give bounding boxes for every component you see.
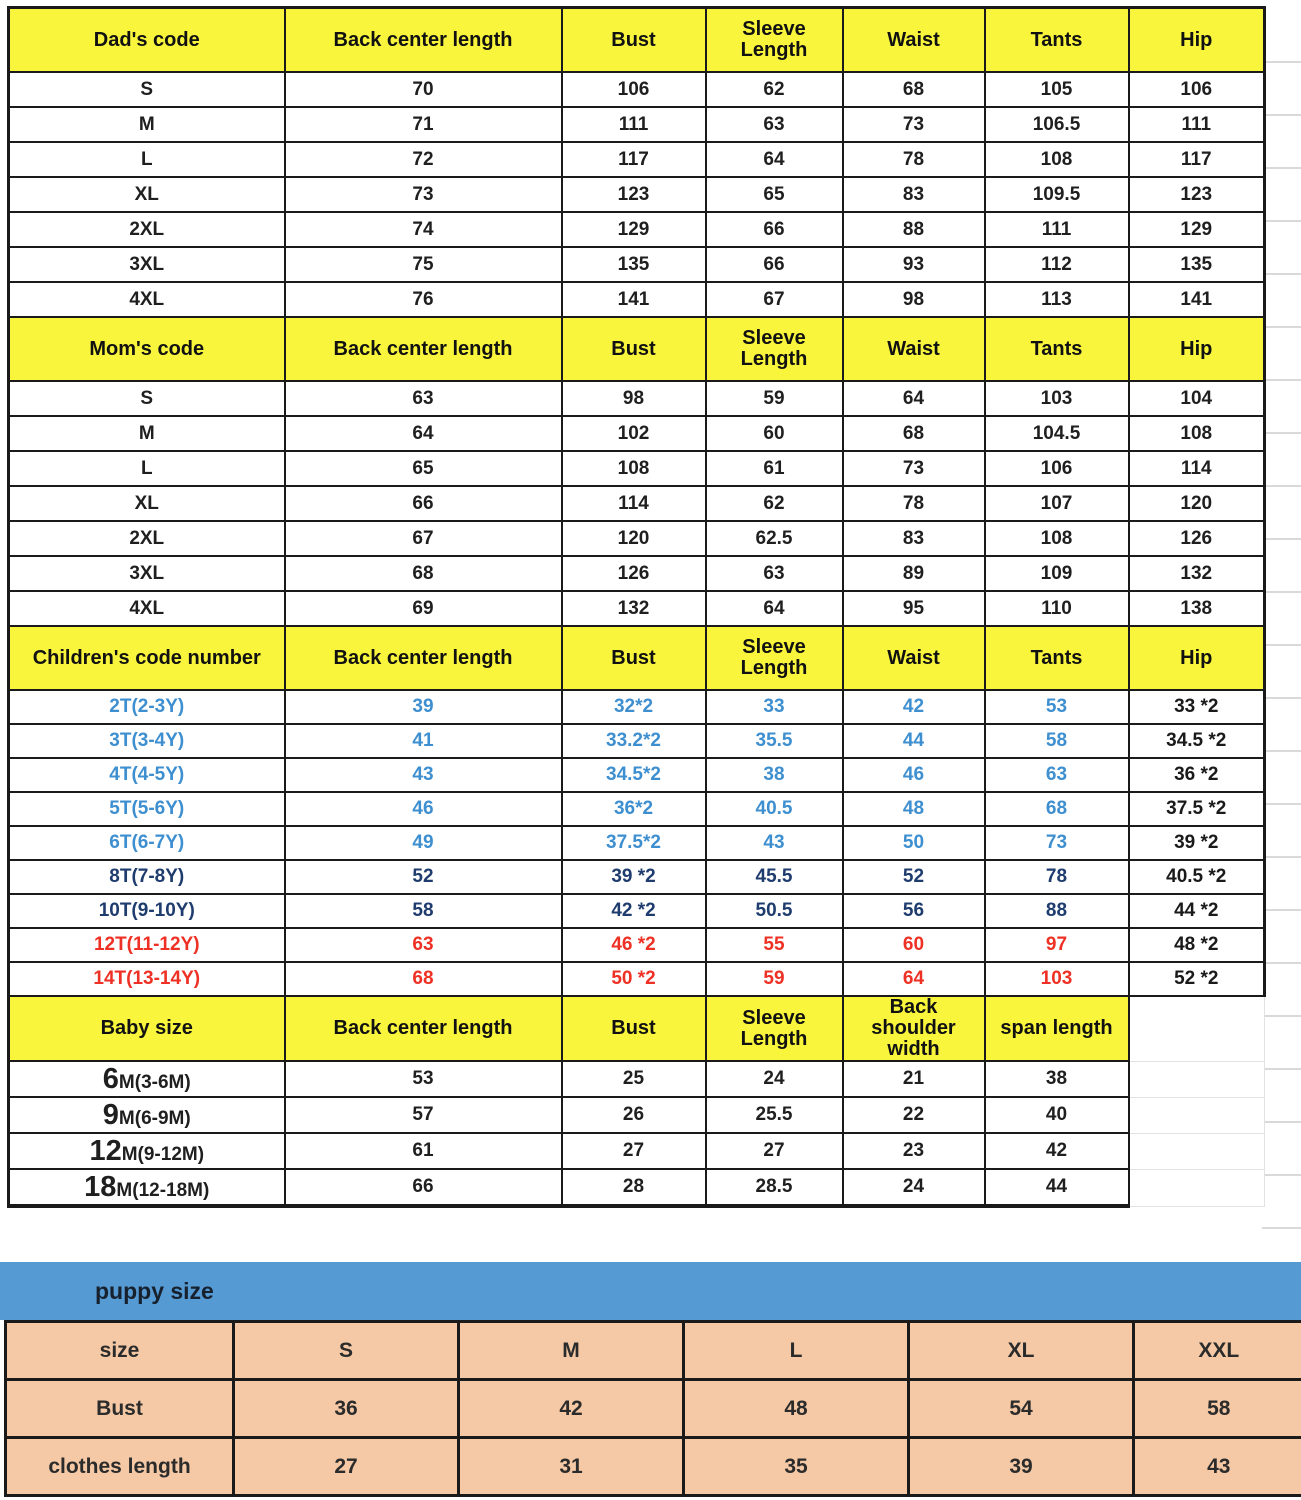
value-cell: 64 (706, 591, 843, 626)
value-cell: 110 (985, 591, 1129, 626)
value-cell: 103 (985, 381, 1129, 416)
value-cell: 39 (285, 690, 562, 724)
table-row (9, 928, 1265, 962)
column-header: Sleeve Length (706, 317, 843, 381)
value-cell: 27 (706, 1133, 843, 1169)
value-cell: 35.5 (706, 724, 843, 758)
value-cell: 106.5 (985, 107, 1129, 142)
value-cell: 46 (285, 792, 562, 826)
value-cell: 106 (1129, 72, 1265, 107)
size-code-cell: XL (9, 177, 285, 212)
value-cell: 114 (562, 486, 706, 521)
value-cell: 107 (985, 486, 1129, 521)
column-header: Back shoulder width (843, 996, 985, 1061)
size-code-cell: XL (9, 486, 285, 521)
value-cell: 120 (1129, 486, 1265, 521)
value-cell: 48 (684, 1380, 909, 1438)
value-cell: 34.5*2 (562, 758, 706, 792)
measure-label-cell: clothes length (6, 1438, 234, 1496)
value-cell: 33.2*2 (562, 724, 706, 758)
size-code-cell (9, 1133, 285, 1169)
header-row (9, 8, 1265, 73)
table-row (9, 177, 1265, 212)
puppy-size-band (0, 1262, 1301, 1320)
value-cell: 28 (562, 1169, 706, 1206)
value-cell: 108 (985, 521, 1129, 556)
size-code-cell: 4XL (9, 591, 285, 626)
value-cell: 108 (562, 451, 706, 486)
value-cell: 39 (909, 1438, 1134, 1496)
size-code-prefix: 18 (84, 1170, 117, 1203)
value-cell: 52 (843, 860, 985, 894)
value-cell: 55 (706, 928, 843, 962)
value-cell: 129 (562, 212, 706, 247)
value-cell: 42 (843, 690, 985, 724)
value-cell: 89 (843, 556, 985, 591)
value-cell: 132 (562, 591, 706, 626)
value-cell: 52 (285, 860, 562, 894)
size-code-suffix: M(12-18M) (116, 1179, 210, 1201)
column-header: Hip (1129, 8, 1265, 73)
table-row (9, 142, 1265, 177)
value-cell: 88 (985, 894, 1129, 928)
value-cell: 36 *2 (1129, 758, 1265, 792)
value-cell: 24 (843, 1169, 985, 1206)
children-section-rows (9, 690, 1265, 996)
value-cell: 38 (985, 1061, 1129, 1097)
table-row (9, 758, 1265, 792)
dad-section-rows (9, 72, 1265, 317)
column-header: Back center length (285, 8, 562, 73)
column-header: Tants (985, 626, 1129, 690)
column-header: span length (985, 996, 1129, 1061)
puppy-header-row (6, 1322, 1301, 1380)
size-code-cell: L (9, 451, 285, 486)
value-cell: 95 (843, 591, 985, 626)
value-cell: 58 (285, 894, 562, 928)
value-cell: 135 (562, 247, 706, 282)
value-cell: 48 *2 (1129, 928, 1265, 962)
size-code-cell: 3XL (9, 247, 285, 282)
size-code-cell: 4XL (9, 282, 285, 317)
value-cell: 32*2 (562, 690, 706, 724)
value-cell: 83 (843, 177, 985, 212)
value-cell: 58 (1134, 1380, 1301, 1438)
size-code-cell: 3XL (9, 556, 285, 591)
value-cell: 43 (706, 826, 843, 860)
value-cell: 56 (843, 894, 985, 928)
value-cell: 83 (843, 521, 985, 556)
value-cell: 27 (234, 1438, 459, 1496)
table-row (9, 381, 1265, 416)
header-row (9, 996, 1265, 1061)
children-section-header (9, 626, 1265, 690)
value-cell: 73 (985, 826, 1129, 860)
value-cell: 68 (285, 556, 562, 591)
size-code-cell: 2XL (9, 521, 285, 556)
value-cell: 63 (706, 556, 843, 591)
value-cell: 66 (706, 247, 843, 282)
value-cell: 114 (1129, 451, 1265, 486)
value-cell: 42 *2 (562, 894, 706, 928)
value-cell: 66 (285, 1169, 562, 1206)
value-cell: 46 (843, 758, 985, 792)
value-cell: 46 *2 (562, 928, 706, 962)
value-cell: 28.5 (706, 1169, 843, 1206)
value-cell: 126 (1129, 521, 1265, 556)
value-cell: 42 (985, 1133, 1129, 1169)
value-cell: 88 (843, 212, 985, 247)
size-code-cell: 12T(11-12Y) (9, 928, 285, 962)
value-cell: 63 (706, 107, 843, 142)
table-row (9, 521, 1265, 556)
column-header: Sleeve Length (706, 8, 843, 73)
size-code-prefix: 12 (89, 1134, 122, 1167)
value-cell: 25 (562, 1061, 706, 1097)
column-header: Mom's code (9, 317, 285, 381)
column-header: Hip (1129, 626, 1265, 690)
column-header: Baby size (9, 996, 285, 1061)
size-code-cell: 2T(2-3Y) (9, 690, 285, 724)
value-cell: 42 (459, 1380, 684, 1438)
value-cell: 112 (985, 247, 1129, 282)
table-row (9, 451, 1265, 486)
value-cell: 23 (843, 1133, 985, 1169)
column-header: Bust (562, 317, 706, 381)
table-row (9, 486, 1265, 521)
value-cell: 25.5 (706, 1097, 843, 1133)
size-code-cell: 2XL (9, 212, 285, 247)
value-cell: 50 *2 (562, 962, 706, 996)
size-code-cell: 10T(9-10Y) (9, 894, 285, 928)
size-code-cell: S (9, 381, 285, 416)
column-header: XXL (1134, 1322, 1301, 1380)
column-header: Bust (562, 996, 706, 1061)
empty-cell (1129, 996, 1265, 1061)
value-cell: 73 (843, 107, 985, 142)
value-cell: 50.5 (706, 894, 843, 928)
size-code-cell: 8T(7-8Y) (9, 860, 285, 894)
value-cell: 70 (285, 72, 562, 107)
value-cell: 73 (285, 177, 562, 212)
value-cell: 67 (285, 521, 562, 556)
value-cell: 65 (706, 177, 843, 212)
column-header: Hip (1129, 317, 1265, 381)
baby-section-header (9, 996, 1265, 1061)
size-code-cell: 4T(4-5Y) (9, 758, 285, 792)
table-row (9, 1097, 1265, 1133)
value-cell: 43 (285, 758, 562, 792)
value-cell: 64 (285, 416, 562, 451)
value-cell: 76 (285, 282, 562, 317)
size-code-cell: M (9, 107, 285, 142)
value-cell: 141 (1129, 282, 1265, 317)
value-cell: 64 (843, 962, 985, 996)
table-row (9, 107, 1265, 142)
value-cell: 132 (1129, 556, 1265, 591)
value-cell: 138 (1129, 591, 1265, 626)
value-cell: 62 (706, 72, 843, 107)
value-cell: 60 (706, 416, 843, 451)
value-cell: 65 (285, 451, 562, 486)
value-cell: 59 (706, 962, 843, 996)
value-cell: 33 *2 (1129, 690, 1265, 724)
value-cell: 41 (285, 724, 562, 758)
value-cell: 66 (706, 212, 843, 247)
value-cell: 53 (285, 1061, 562, 1097)
column-header: Children's code number (9, 626, 285, 690)
size-code-prefix: 6 (102, 1062, 119, 1095)
value-cell: 98 (843, 282, 985, 317)
size-code-prefix: 9 (102, 1098, 119, 1131)
value-cell: 45.5 (706, 860, 843, 894)
value-cell: 108 (1129, 416, 1265, 451)
table-row (9, 860, 1265, 894)
value-cell: 113 (985, 282, 1129, 317)
value-cell: 62 (706, 486, 843, 521)
value-cell: 73 (843, 451, 985, 486)
column-header: L (684, 1322, 909, 1380)
value-cell: 31 (459, 1438, 684, 1496)
column-header: Sleeve Length (706, 996, 843, 1061)
value-cell: 48 (843, 792, 985, 826)
value-cell: 104 (1129, 381, 1265, 416)
value-cell: 103 (985, 962, 1129, 996)
value-cell: 54 (909, 1380, 1134, 1438)
value-cell: 111 (1129, 107, 1265, 142)
value-cell: 123 (1129, 177, 1265, 212)
size-code-cell: 14T(13-14Y) (9, 962, 285, 996)
value-cell: 43 (1134, 1438, 1301, 1496)
value-cell: 108 (985, 142, 1129, 177)
size-code-cell: M (9, 416, 285, 451)
value-cell: 117 (562, 142, 706, 177)
table-row (9, 894, 1265, 928)
column-header: Waist (843, 317, 985, 381)
size-code-suffix: M(9-12M) (121, 1143, 205, 1165)
value-cell: 26 (562, 1097, 706, 1133)
measure-label-cell: Bust (6, 1380, 234, 1438)
column-header: size (6, 1322, 234, 1380)
value-cell: 39 *2 (562, 860, 706, 894)
table-row (9, 282, 1265, 317)
puppy-size-table (4, 1320, 1301, 1497)
size-code-cell: S (9, 72, 285, 107)
value-cell: 49 (285, 826, 562, 860)
value-cell: 74 (285, 212, 562, 247)
value-cell: 97 (985, 928, 1129, 962)
size-code-cell: 5T(5-6Y) (9, 792, 285, 826)
empty-cell (1129, 1169, 1265, 1206)
value-cell: 109 (985, 556, 1129, 591)
value-cell: 38 (706, 758, 843, 792)
value-cell: 69 (285, 591, 562, 626)
value-cell: 57 (285, 1097, 562, 1133)
value-cell: 68 (843, 72, 985, 107)
column-header: Waist (843, 626, 985, 690)
size-code-cell: 6T(6-7Y) (9, 826, 285, 860)
table-row (9, 962, 1265, 996)
size-table (7, 6, 1266, 1208)
value-cell: 98 (562, 381, 706, 416)
value-cell: 24 (706, 1061, 843, 1097)
value-cell: 66 (285, 486, 562, 521)
column-header: Waist (843, 8, 985, 73)
value-cell: 44 (985, 1169, 1129, 1206)
header-row (9, 317, 1265, 381)
column-header: M (459, 1322, 684, 1380)
value-cell: 22 (843, 1097, 985, 1133)
value-cell: 63 (285, 381, 562, 416)
value-cell: 36 (234, 1380, 459, 1438)
empty-cell (1129, 1133, 1265, 1169)
value-cell: 33 (706, 690, 843, 724)
dad-section-header (9, 8, 1265, 73)
table-row (9, 212, 1265, 247)
table-row (6, 1380, 1301, 1438)
value-cell: 62.5 (706, 521, 843, 556)
size-code-cell (9, 1097, 285, 1133)
value-cell: 61 (706, 451, 843, 486)
value-cell: 44 *2 (1129, 894, 1265, 928)
value-cell: 50 (843, 826, 985, 860)
value-cell: 104.5 (985, 416, 1129, 451)
column-header: Tants (985, 317, 1129, 381)
value-cell: 105 (985, 72, 1129, 107)
column-header: XL (909, 1322, 1134, 1380)
column-header: Bust (562, 8, 706, 73)
value-cell: 78 (985, 860, 1129, 894)
value-cell: 120 (562, 521, 706, 556)
value-cell: 61 (285, 1133, 562, 1169)
column-header: Bust (562, 626, 706, 690)
value-cell: 109.5 (985, 177, 1129, 212)
empty-cell (1129, 1097, 1265, 1133)
table-row (9, 690, 1265, 724)
value-cell: 111 (985, 212, 1129, 247)
puppy-size-title: puppy size (95, 1277, 214, 1304)
table-row (9, 591, 1265, 626)
table-row (9, 1169, 1265, 1206)
column-header: Back center length (285, 996, 562, 1061)
baby-section-rows (9, 1061, 1265, 1206)
size-code-suffix: M(6-9M) (118, 1107, 191, 1129)
value-cell: 141 (562, 282, 706, 317)
column-header: Dad's code (9, 8, 285, 73)
size-code-cell: L (9, 142, 285, 177)
table-row (9, 416, 1265, 451)
value-cell: 64 (706, 142, 843, 177)
value-cell: 106 (985, 451, 1129, 486)
size-code-cell: 3T(3-4Y) (9, 724, 285, 758)
value-cell: 40.5 (706, 792, 843, 826)
size-code-cell (9, 1169, 285, 1206)
value-cell: 93 (843, 247, 985, 282)
table-row (6, 1438, 1301, 1496)
value-cell: 21 (843, 1061, 985, 1097)
header-row (9, 626, 1265, 690)
value-cell: 68 (985, 792, 1129, 826)
value-cell: 135 (1129, 247, 1265, 282)
empty-cell (1129, 1061, 1265, 1097)
value-cell: 37.5 *2 (1129, 792, 1265, 826)
size-code-cell (9, 1061, 285, 1097)
value-cell: 53 (985, 690, 1129, 724)
table-row (9, 792, 1265, 826)
value-cell: 37.5*2 (562, 826, 706, 860)
value-cell: 40.5 *2 (1129, 860, 1265, 894)
value-cell: 34.5 *2 (1129, 724, 1265, 758)
column-header: Back center length (285, 317, 562, 381)
value-cell: 78 (843, 486, 985, 521)
value-cell: 59 (706, 381, 843, 416)
value-cell: 60 (843, 928, 985, 962)
table-row (9, 247, 1265, 282)
value-cell: 78 (843, 142, 985, 177)
mom-section-header (9, 317, 1265, 381)
value-cell: 75 (285, 247, 562, 282)
table-row (9, 826, 1265, 860)
value-cell: 52 *2 (1129, 962, 1265, 996)
column-header: Sleeve Length (706, 626, 843, 690)
value-cell: 129 (1129, 212, 1265, 247)
value-cell: 102 (562, 416, 706, 451)
column-header: Tants (985, 8, 1129, 73)
value-cell: 39 *2 (1129, 826, 1265, 860)
size-code-suffix: M(3-6M) (118, 1071, 191, 1093)
table-row (9, 556, 1265, 591)
value-cell: 67 (706, 282, 843, 317)
table-row (9, 724, 1265, 758)
table-row (9, 72, 1265, 107)
value-cell: 106 (562, 72, 706, 107)
value-cell: 126 (562, 556, 706, 591)
header-row (6, 1322, 1301, 1380)
value-cell: 71 (285, 107, 562, 142)
value-cell: 44 (843, 724, 985, 758)
table-row (9, 1061, 1265, 1097)
value-cell: 27 (562, 1133, 706, 1169)
column-header: Back center length (285, 626, 562, 690)
value-cell: 35 (684, 1438, 909, 1496)
mom-section-rows (9, 381, 1265, 626)
column-header: S (234, 1322, 459, 1380)
value-cell: 63 (285, 928, 562, 962)
value-cell: 40 (985, 1097, 1129, 1133)
value-cell: 68 (285, 962, 562, 996)
spreadsheet-gutter-gridlines (1262, 10, 1301, 1258)
value-cell: 36*2 (562, 792, 706, 826)
value-cell: 72 (285, 142, 562, 177)
value-cell: 123 (562, 177, 706, 212)
puppy-rows (6, 1380, 1301, 1496)
value-cell: 117 (1129, 142, 1265, 177)
value-cell: 58 (985, 724, 1129, 758)
value-cell: 111 (562, 107, 706, 142)
value-cell: 63 (985, 758, 1129, 792)
value-cell: 64 (843, 381, 985, 416)
value-cell: 68 (843, 416, 985, 451)
table-row (9, 1133, 1265, 1169)
